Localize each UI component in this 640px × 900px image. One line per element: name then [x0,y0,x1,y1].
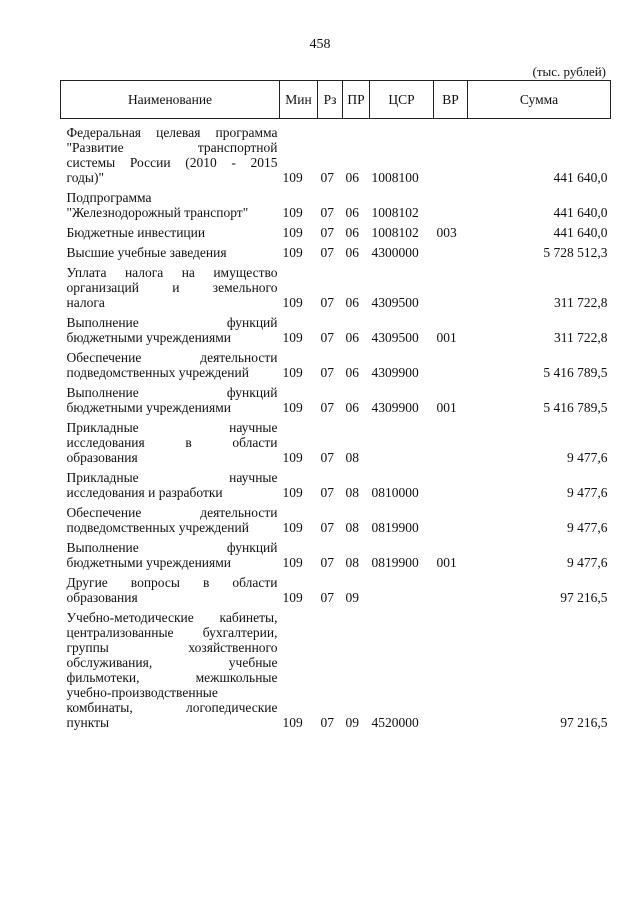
row-min: 109 [282,485,303,500]
row-pr: 06 [345,245,359,260]
row-csr: 4300000 [371,245,419,260]
row-rz: 07 [320,170,334,185]
row-name-line: обслуживания, учебные [66,655,278,670]
header-csr: ЦСР [370,81,434,119]
row-csr: 0810000 [371,485,419,500]
row-name-line: Другие вопросы в области [66,575,278,590]
row-rz: 07 [320,400,334,415]
row-name-line: исследования в области [66,435,278,450]
row-csr: 1008102 [371,225,419,240]
row-name-line: Выполнение функций [66,315,278,330]
row-vr: 001 [436,555,457,570]
row-name [61,380,280,415]
table-row [61,345,611,380]
row-name-line: образования [66,450,138,465]
header-rz: Рз [318,81,343,119]
row-name [61,310,280,345]
row-name-line: Обеспечение деятельности [66,505,278,520]
row-csr: 4309900 [371,400,419,415]
row-rz: 07 [320,520,334,535]
row-min: 109 [282,245,303,260]
row-rz: 07 [320,450,334,465]
row-rz: 07 [320,555,334,570]
row-name [61,220,280,240]
row-csr: 4309500 [371,330,419,345]
row-csr: 0819900 [371,555,419,570]
row-name [61,570,280,605]
row-name-line: налога [66,295,105,310]
table-row [61,380,611,415]
table-row [61,240,611,260]
row-min: 109 [282,365,303,380]
row-rz: 07 [320,205,334,220]
row-name [61,240,280,260]
row-name-line: "Железнодорожный транспорт" [66,205,249,220]
header-min: Мин [280,81,318,119]
row-rz: 07 [320,225,334,240]
row-rz: 07 [320,715,334,730]
row-vr: 001 [436,400,457,415]
row-name-line: комбинаты, логопедические [66,700,278,715]
row-name-line: Выполнение функций [66,385,278,400]
row-name-line: подведомственных учреждений [66,520,249,535]
row-sum: 9 477,6 [567,555,608,570]
row-name [61,345,280,380]
table-row [61,260,611,310]
row-sum: 5 728 512,3 [543,245,608,260]
row-name-line: Подпрограмма [66,190,152,205]
table-row [61,605,611,730]
row-pr: 06 [345,330,359,345]
row-name [61,185,280,220]
row-name [61,535,280,570]
row-sum: 441 640,0 [553,225,608,240]
row-name-line: исследования и разработки [66,485,223,500]
table-row [61,310,611,345]
row-name-line: Уплата налога на имущество [66,265,278,280]
row-pr: 06 [345,295,359,310]
row-name-line: "Развитие транспортной [66,140,278,155]
row-csr: 4309900 [371,365,419,380]
row-sum: 441 640,0 [553,205,608,220]
row-min: 109 [282,295,303,310]
row-vr [434,119,468,186]
row-vr [434,605,468,730]
table-row [61,465,611,500]
row-sum: 9 477,6 [567,485,608,500]
row-pr: 08 [345,485,359,500]
row-csr: 4520000 [371,715,419,730]
row-vr [434,260,468,310]
row-name-line: Учебно-методические кабинеты, [66,610,278,625]
row-name-line: Прикладные научные [66,420,278,435]
row-pr: 06 [345,400,359,415]
row-vr [434,570,468,605]
row-min: 109 [282,225,303,240]
row-min: 109 [282,590,303,605]
table-row [61,570,611,605]
row-name-line: подведомственных учреждений [66,365,249,380]
header-vr: ВР [434,81,468,119]
row-pr: 09 [345,590,359,605]
table-row [61,415,611,465]
row-name-line: Выполнение функций [66,540,278,555]
row-name-line: образования [66,590,138,605]
row-name-line: Бюджетные инвестиции [66,225,206,240]
row-name-line: Прикладные научные [66,470,278,485]
row-name-line: централизованные бухгалтерии, [66,625,278,640]
row-sum: 97 216,5 [560,590,608,605]
row-min: 109 [282,450,303,465]
row-pr: 08 [345,555,359,570]
row-vr: 001 [436,330,457,345]
row-vr [434,240,468,260]
row-name [61,415,280,465]
row-pr: 06 [345,205,359,220]
budget-table [60,80,611,730]
table-body [61,119,611,731]
row-min: 109 [282,205,303,220]
row-name [61,465,280,500]
row-min: 109 [282,400,303,415]
table-row [61,220,611,240]
row-name-line: пункты [66,715,110,730]
row-name-line: бюджетными учреждениями [66,330,232,345]
header-sum: Сумма [468,81,611,119]
row-sum: 5 416 789,5 [543,400,608,415]
row-name-line: Высшие учебные заведения [66,245,227,260]
row-csr: 0819900 [371,520,419,535]
row-name-line: бюджетными учреждениями [66,400,232,415]
row-rz: 07 [320,330,334,345]
row-rz: 07 [320,245,334,260]
table-row [61,500,611,535]
row-min: 109 [282,330,303,345]
row-name-line: фильмотеки, межшкольные [66,670,278,685]
header-name: Наименование [61,81,280,119]
row-pr: 09 [345,715,359,730]
row-name [61,119,280,186]
row-pr: 06 [345,225,359,240]
row-sum: 97 216,5 [560,715,608,730]
row-csr: 1008102 [371,205,419,220]
table-header [61,81,611,119]
row-pr: 08 [345,450,359,465]
row-name-line: группы хозяйственного [66,640,278,655]
row-name [61,500,280,535]
row-csr: 4309500 [371,295,419,310]
page-number: 458 [309,37,331,52]
row-pr: 06 [345,170,359,185]
row-sum: 9 477,6 [567,520,608,535]
row-vr [434,500,468,535]
row-min: 109 [282,170,303,185]
table-row [61,119,611,186]
row-sum: 441 640,0 [553,170,608,185]
row-name-line: системы России (2010 - 2015 [66,155,278,170]
row-sum: 5 416 789,5 [543,365,608,380]
table-row [61,185,611,220]
row-vr [434,415,468,465]
row-vr: 003 [436,225,457,240]
row-name-line: Федеральная целевая программа [66,125,278,140]
row-vr [434,185,468,220]
row-min: 109 [282,715,303,730]
row-rz: 07 [320,590,334,605]
row-csr [370,415,434,465]
row-name-line: Обеспечение деятельности [66,350,278,365]
row-vr [434,345,468,380]
units-note: (тыс. рублей) [532,64,606,79]
row-pr: 06 [345,365,359,380]
row-name-line: учебно-производственные [66,685,218,700]
row-rz: 07 [320,295,334,310]
row-name-line: организаций и земельного [66,280,278,295]
row-sum: 9 477,6 [567,450,608,465]
row-sum: 311 722,8 [554,295,608,310]
row-pr: 08 [345,520,359,535]
row-name-line: годы)" [66,170,105,185]
row-rz: 07 [320,365,334,380]
row-name [61,260,280,310]
row-name [61,605,280,730]
header-pr: ПР [343,81,370,119]
row-name-line: бюджетными учреждениями [66,555,232,570]
row-rz: 07 [320,485,334,500]
row-csr [370,570,434,605]
row-min: 109 [282,520,303,535]
row-vr [434,465,468,500]
table-row [61,535,611,570]
row-sum: 311 722,8 [554,330,608,345]
row-csr: 1008100 [371,170,419,185]
row-min: 109 [282,555,303,570]
